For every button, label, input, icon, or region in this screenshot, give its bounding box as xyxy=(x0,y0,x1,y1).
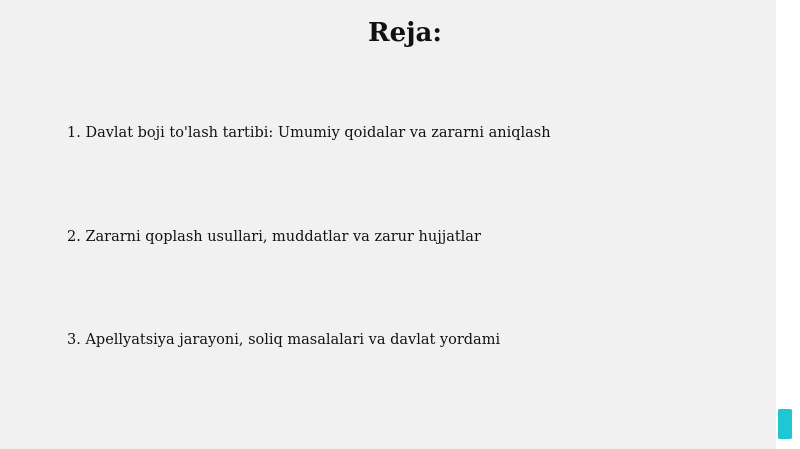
plan-item-3: 3. Apellyatsiya jarayoni, soliq masalalari va davlat yordami xyxy=(67,332,501,348)
scrollbar-thumb[interactable] xyxy=(778,409,792,439)
plan-item-1: 1. Davlat boji to'lash tartibi: Umumiy qoidalar va zararni aniqlash xyxy=(67,125,551,141)
plan-item-2: 2. Zararni qoplash usullari, muddatlar va zarur hujjatlar xyxy=(67,229,481,245)
scrollbar-track[interactable] xyxy=(776,0,800,449)
slide-title: Reja: xyxy=(367,18,442,48)
